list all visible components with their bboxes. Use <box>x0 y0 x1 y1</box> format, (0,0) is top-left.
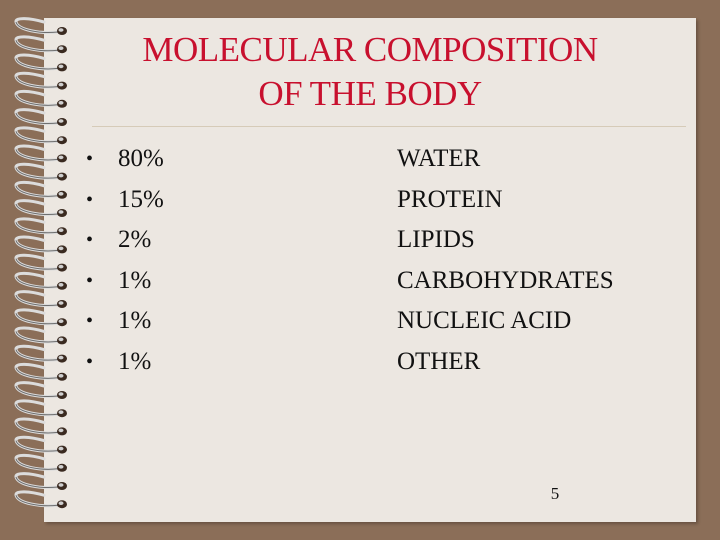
binding-ring <box>16 492 67 508</box>
bullet-icon: • <box>86 148 94 170</box>
percent-value: 2% <box>118 226 152 254</box>
percent-value: 1% <box>118 307 152 335</box>
percent-value: 15% <box>118 185 164 213</box>
list-item <box>84 345 684 386</box>
slide-title <box>44 28 696 116</box>
list-item <box>84 142 684 183</box>
binding-ring <box>16 273 67 289</box>
binding-ring <box>16 255 67 271</box>
bullet-icon: • <box>86 310 94 333</box>
binding-ring <box>16 419 67 435</box>
molecule-label: NUCLEIC ACID <box>397 307 572 335</box>
binding-ring <box>16 219 67 235</box>
molecule-label: CARBOHYDRATES <box>397 266 614 294</box>
binding-ring <box>16 201 67 217</box>
binding-ring <box>16 455 67 471</box>
list-item <box>84 223 684 264</box>
title-line-2: OF THE BODY <box>258 74 482 113</box>
binding-ring <box>16 346 67 362</box>
composition-list <box>84 142 684 386</box>
title-line-1: MOLECULAR COMPOSITION <box>142 30 598 69</box>
binding-ring <box>16 328 67 344</box>
binding-ring <box>16 182 67 198</box>
page-number: 5 <box>550 484 560 503</box>
binding-ring <box>16 437 67 453</box>
binding-ring <box>16 128 67 144</box>
binding-ring <box>16 310 67 326</box>
bullet-icon: • <box>86 269 94 292</box>
molecule-label: WATER <box>397 145 481 172</box>
percent-value: 1% <box>118 347 152 375</box>
bullet-icon: • <box>86 350 94 373</box>
binding-ring <box>16 237 67 253</box>
molecule-label: LIPIDS <box>397 226 475 254</box>
bullet-icon: • <box>86 188 94 211</box>
bullet-icon: • <box>86 229 94 252</box>
percent-value: 80% <box>118 145 164 172</box>
binding-ring <box>16 164 67 180</box>
percent-value: 1% <box>118 266 152 294</box>
binding-ring <box>16 364 67 380</box>
binding-ring <box>16 401 67 417</box>
title-divider <box>92 126 686 127</box>
binding-ring <box>16 383 67 399</box>
list-item <box>84 304 684 345</box>
binding-ring <box>16 292 67 308</box>
list-item <box>84 264 684 305</box>
binding-ring <box>16 146 67 162</box>
binding-ring <box>16 474 67 490</box>
molecule-label: PROTEIN <box>397 185 503 213</box>
molecule-label: OTHER <box>397 347 481 375</box>
list-item <box>84 183 684 224</box>
